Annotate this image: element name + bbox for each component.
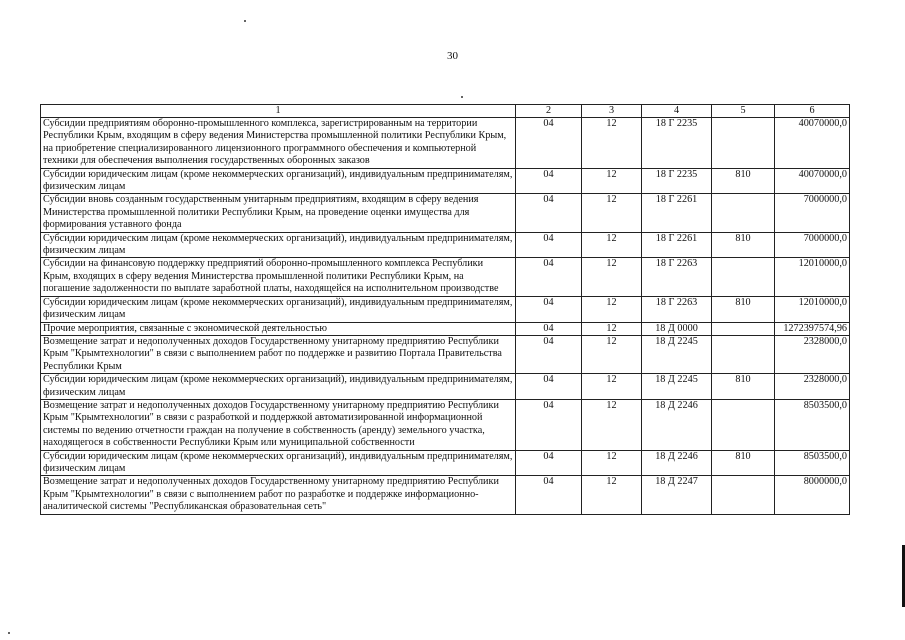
subsection-code-cell: 12: [582, 194, 642, 232]
table-row: [41, 335, 850, 373]
amount-cell: 2328000,0: [775, 374, 850, 400]
table-header-row: [41, 105, 850, 118]
row-name-cell: Субсидии вновь созданным государственным унитарным предприятиям, входящим в сферу ведения Министерства промышленной политики Республики Крым, на проведение оценки имущества для формирования уставного фонда: [41, 194, 516, 232]
section-code-cell: 04: [516, 118, 582, 169]
expense-type-cell: [712, 476, 775, 514]
subsection-code-cell: 12: [582, 232, 642, 258]
section-code-cell: 04: [516, 335, 582, 373]
expense-type-cell: [712, 335, 775, 373]
expense-type-cell: 810: [712, 296, 775, 322]
subsection-code-cell: 12: [582, 450, 642, 476]
column-header: 5: [712, 105, 775, 118]
subsection-code-cell: 12: [582, 476, 642, 514]
section-code-cell: 04: [516, 322, 582, 335]
row-name-cell: Возмещение затрат и недополученных доходов Государственному унитарному предприятию Республики Крым "Крымтехнологии" в связи с выполнением работ по разработке и поддержке информационно-аналитической системы "Республиканская образовательная сеть": [41, 476, 516, 514]
table-row: [41, 450, 850, 476]
section-code-cell: 04: [516, 374, 582, 400]
column-header: 1: [41, 105, 516, 118]
section-code-cell: 04: [516, 258, 582, 296]
subsection-code-cell: 12: [582, 374, 642, 400]
expense-type-cell: 810: [712, 232, 775, 258]
row-name-cell: Прочие мероприятия, связанные с экономической деятельностью: [41, 322, 516, 335]
expense-type-cell: [712, 399, 775, 450]
subsection-code-cell: 12: [582, 168, 642, 194]
target-article-cell: 18 Д 2246: [642, 450, 712, 476]
subsection-code-cell: 12: [582, 296, 642, 322]
amount-cell: 7000000,0: [775, 232, 850, 258]
target-article-cell: 18 Д 0000: [642, 322, 712, 335]
target-article-cell: 18 Г 2263: [642, 258, 712, 296]
subsection-code-cell: 12: [582, 322, 642, 335]
budget-table: [40, 104, 850, 515]
amount-cell: 2328000,0: [775, 335, 850, 373]
target-article-cell: 18 Г 2235: [642, 168, 712, 194]
amount-cell: 40070000,0: [775, 118, 850, 169]
row-name-cell: Субсидии предприятиям оборонно-промышленного комплекса, зарегистрированным на территории Республики Крым, входящим в сферу ведения Министерства промышленной политики Республики Крым, на приобретение специализированного лицензионного программного обеспечения и компьютерной техники для обеспечения выполнения государственных оборонных заказов: [41, 118, 516, 169]
expense-type-cell: 810: [712, 374, 775, 400]
expense-type-cell: [712, 258, 775, 296]
amount-cell: 8503500,0: [775, 450, 850, 476]
section-code-cell: 04: [516, 296, 582, 322]
expense-type-cell: [712, 322, 775, 335]
scan-speck: [8, 632, 10, 634]
subsection-code-cell: 12: [582, 399, 642, 450]
expense-type-cell: [712, 194, 775, 232]
subsection-code-cell: 12: [582, 118, 642, 169]
column-header: 2: [516, 105, 582, 118]
row-name-cell: Субсидии юридическим лицам (кроме некоммерческих организаций), индивидуальным предпринимателям, физическим лицам: [41, 450, 516, 476]
target-article-cell: 18 Г 2235: [642, 118, 712, 169]
amount-cell: 40070000,0: [775, 168, 850, 194]
section-code-cell: 04: [516, 476, 582, 514]
row-name-cell: Субсидии на финансовую поддержку предприятий оборонно-промышленного комплекса Республики Крым, входящих в сферу ведения Министерства промышленной политики Республики Крым, на погашение задолженности по выплате заработной платы, находящейся на исполнительном производстве: [41, 258, 516, 296]
scan-speck: [244, 20, 246, 22]
row-name-cell: Субсидии юридическим лицам (кроме некоммерческих организаций), индивидуальным предпринимателям, физическим лицам: [41, 374, 516, 400]
section-code-cell: 04: [516, 194, 582, 232]
table-row: [41, 258, 850, 296]
amount-cell: 1272397574,96: [775, 322, 850, 335]
amount-cell: 12010000,0: [775, 296, 850, 322]
column-header: 4: [642, 105, 712, 118]
table-row: [41, 322, 850, 335]
section-code-cell: 04: [516, 450, 582, 476]
row-name-cell: Субсидии юридическим лицам (кроме некоммерческих организаций), индивидуальным предпринимателям, физическим лицам: [41, 168, 516, 194]
table-row: [41, 374, 850, 400]
table-row: [41, 476, 850, 514]
table-row: [41, 399, 850, 450]
table-row: [41, 168, 850, 194]
amount-cell: 7000000,0: [775, 194, 850, 232]
page-number: 30: [447, 50, 458, 62]
target-article-cell: 18 Д 2246: [642, 399, 712, 450]
table-row: [41, 296, 850, 322]
row-name-cell: Субсидии юридическим лицам (кроме некоммерческих организаций), индивидуальным предпринимателям, физическим лицам: [41, 296, 516, 322]
expense-type-cell: 810: [712, 450, 775, 476]
section-code-cell: 04: [516, 399, 582, 450]
subsection-code-cell: 12: [582, 258, 642, 296]
target-article-cell: 18 Д 2245: [642, 374, 712, 400]
subsection-code-cell: 12: [582, 335, 642, 373]
target-article-cell: 18 Д 2247: [642, 476, 712, 514]
amount-cell: 8503500,0: [775, 399, 850, 450]
expense-type-cell: [712, 118, 775, 169]
table-row: [41, 232, 850, 258]
target-article-cell: 18 Г 2261: [642, 194, 712, 232]
table-row: [41, 194, 850, 232]
target-article-cell: 18 Д 2245: [642, 335, 712, 373]
row-name-cell: Возмещение затрат и недополученных доходов Государственному унитарному предприятию Республики Крым "Крымтехнологии" в связи с разработкой и поддержкой автоматизированной информационной системы по ведению отчетности граждан на получение в собственность (аренду) земельного участка, находящегося в собственности Республики Крым или муниципальной собственности: [41, 399, 516, 450]
target-article-cell: 18 Г 2261: [642, 232, 712, 258]
column-header: 3: [582, 105, 642, 118]
amount-cell: 8000000,0: [775, 476, 850, 514]
scan-speck: [461, 96, 463, 98]
target-article-cell: 18 Г 2263: [642, 296, 712, 322]
row-name-cell: Возмещение затрат и недополученных доходов Государственному унитарному предприятию Республики Крым "Крымтехнологии" в связи с выполнением работ по поддержке и развитию Портала Правительства Республики Крым: [41, 335, 516, 373]
row-name-cell: Субсидии юридическим лицам (кроме некоммерческих организаций), индивидуальным предпринимателям, физическим лицам: [41, 232, 516, 258]
section-code-cell: 04: [516, 168, 582, 194]
expense-type-cell: 810: [712, 168, 775, 194]
table-row: [41, 118, 850, 169]
amount-cell: 12010000,0: [775, 258, 850, 296]
section-code-cell: 04: [516, 232, 582, 258]
table-body: [41, 118, 850, 515]
column-header: 6: [775, 105, 850, 118]
